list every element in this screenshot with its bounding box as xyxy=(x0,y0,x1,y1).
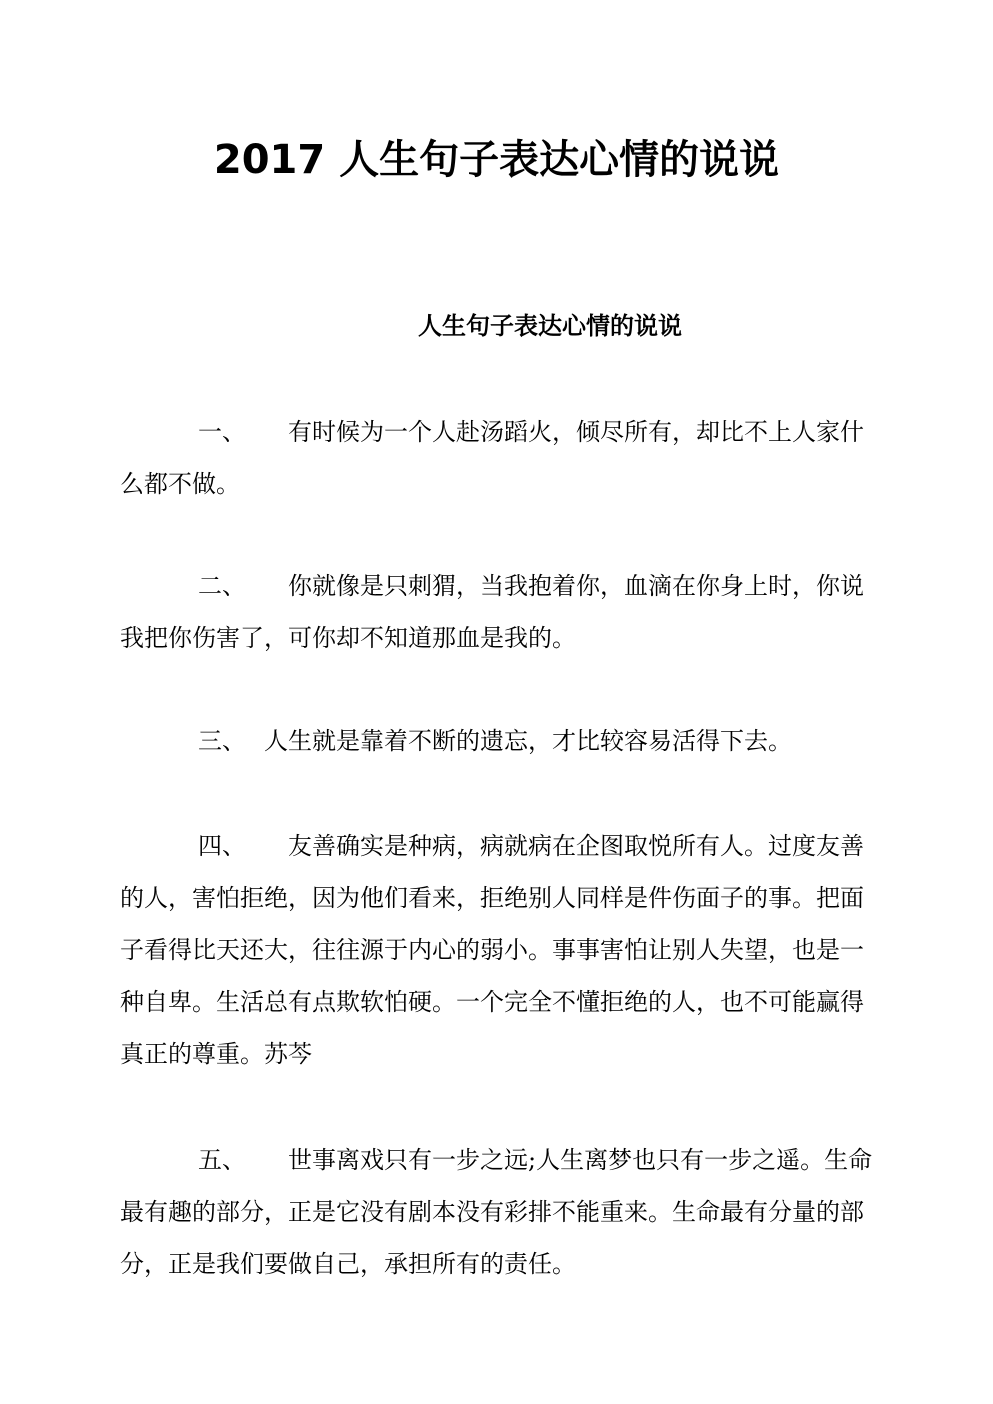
paragraph-number: 五、 xyxy=(198,1146,246,1174)
paragraph-1 xyxy=(120,406,876,510)
paragraph-text: 友善确实是种病，病就病在企图取悦所有人。过度友善的人，害怕拒绝，因为他们看来，拒绝别人同样是件伤面子的事。把面子看得比天还大，往往源于内心的弱小。事事害怕让别人失望，也是一种自卑。生活总有点欺软怕硬。一个完全不懂拒绝的人，也不可能赢得真正的尊重。苏芩 xyxy=(120,832,864,1068)
paragraph-number: 四、 xyxy=(198,832,246,860)
paragraph-number: 一、 xyxy=(198,418,246,446)
paragraph-text: 世事离戏只有一步之远;人生离梦也只有一步之遥。生命最有趣的部分，正是它没有剧本没有彩排不能重来。生命最有分量的部分，正是我们要做自己，承担所有的责任。 xyxy=(120,1146,873,1278)
paragraph-5 xyxy=(120,1134,876,1290)
paragraph-text: 你就像是只刺猬，当我抱着你，血滴在你身上时，你说我把你伤害了，可你却不知道那血是我的。 xyxy=(120,572,864,652)
document-subtitle: 人生句子表达心情的说说 xyxy=(418,311,682,340)
paragraph-2 xyxy=(120,560,876,664)
paragraph-number: 二、 xyxy=(198,572,246,600)
paragraph-number: 三、 xyxy=(198,727,246,755)
paragraph-text: 有时候为一个人赴汤蹈火，倾尽所有，却比不上人家什么都不做。 xyxy=(120,418,864,498)
paragraph-4 xyxy=(120,820,876,1080)
page-title: 2017 人生句子表达心情的说说 xyxy=(213,137,780,183)
paragraph-text: 人生就是靠着不断的遗忘，才比较容易活得下去。 xyxy=(264,727,792,755)
paragraph-3 xyxy=(120,715,876,767)
